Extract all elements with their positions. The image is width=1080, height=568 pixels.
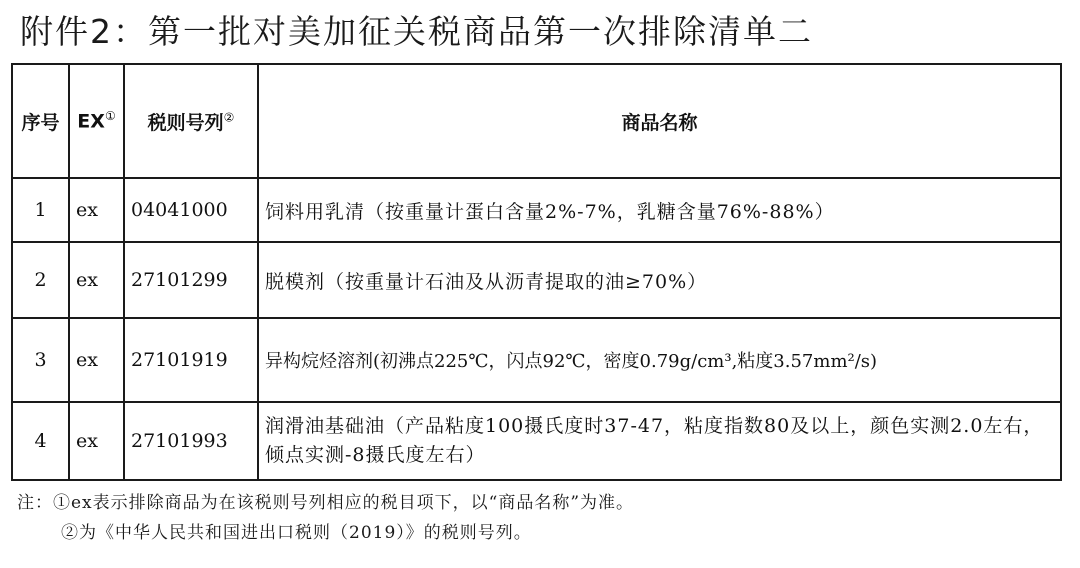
header-ex [69, 64, 124, 178]
header-tariff-code-label: 税则号列 [147, 111, 224, 134]
row-tariff-code: 04041000 [124, 178, 258, 242]
header-product-name-label: 商品名称 [621, 111, 698, 134]
row-number: 3 [12, 318, 69, 402]
header-tariff-code [124, 64, 258, 178]
row-product-name: 饲料用乳清（按重量计蛋白含量2%-7%，乳糖含量76%-88%） [258, 178, 1061, 242]
row-product-name: 脱模剂（按重量计石油及从沥青提取的油≥70%） [258, 242, 1061, 318]
header-no-label: 序号 [21, 111, 60, 134]
header-ex-label: EX [77, 110, 105, 133]
footnote-1: 注：①ex表示排除商品为在该税则号列相应的税目项下，以“商品名称”为准。 [17, 493, 635, 513]
row-number: 1 [12, 178, 69, 242]
footnotes [17, 488, 634, 548]
row-tariff-code: 27101919 [124, 318, 258, 402]
table-row [12, 242, 1061, 318]
table-row [12, 318, 1061, 402]
row-product-name: 异构烷烃溶剂(初沸点225℃，闪点92℃，密度0.79g/cm³,粘度3.57mm²/s) [258, 318, 1061, 402]
header-ex-footnote-mark: ① [104, 109, 116, 124]
header-no [12, 64, 69, 178]
exclusion-list-table [11, 63, 1062, 481]
row-product-name: 润滑油基础油（产品粘度100摄氏度时37-47，粘度指数80及以上，颜色实测2.0左右，倾点实测-8摄氏度左右） [258, 402, 1061, 480]
header-code-footnote-mark: ② [223, 110, 235, 125]
row-number: 2 [12, 242, 69, 318]
row-number: 4 [12, 402, 69, 480]
table-row [12, 402, 1061, 480]
row-ex-flag: ex [69, 318, 124, 402]
table-row [12, 178, 1061, 242]
table-header-row [12, 64, 1061, 178]
row-tariff-code: 27101993 [124, 402, 258, 480]
header-product-name [258, 64, 1061, 178]
footnote-2: ②为《中华人民共和国进出口税则（2019）》的税则号列。 [61, 523, 532, 543]
row-ex-flag: ex [69, 242, 124, 318]
row-ex-flag: ex [69, 178, 124, 242]
row-tariff-code: 27101299 [124, 242, 258, 318]
document-title: 附件2：第一批对美加征关税商品第一次排除清单二 [20, 12, 813, 51]
row-ex-flag: ex [69, 402, 124, 480]
